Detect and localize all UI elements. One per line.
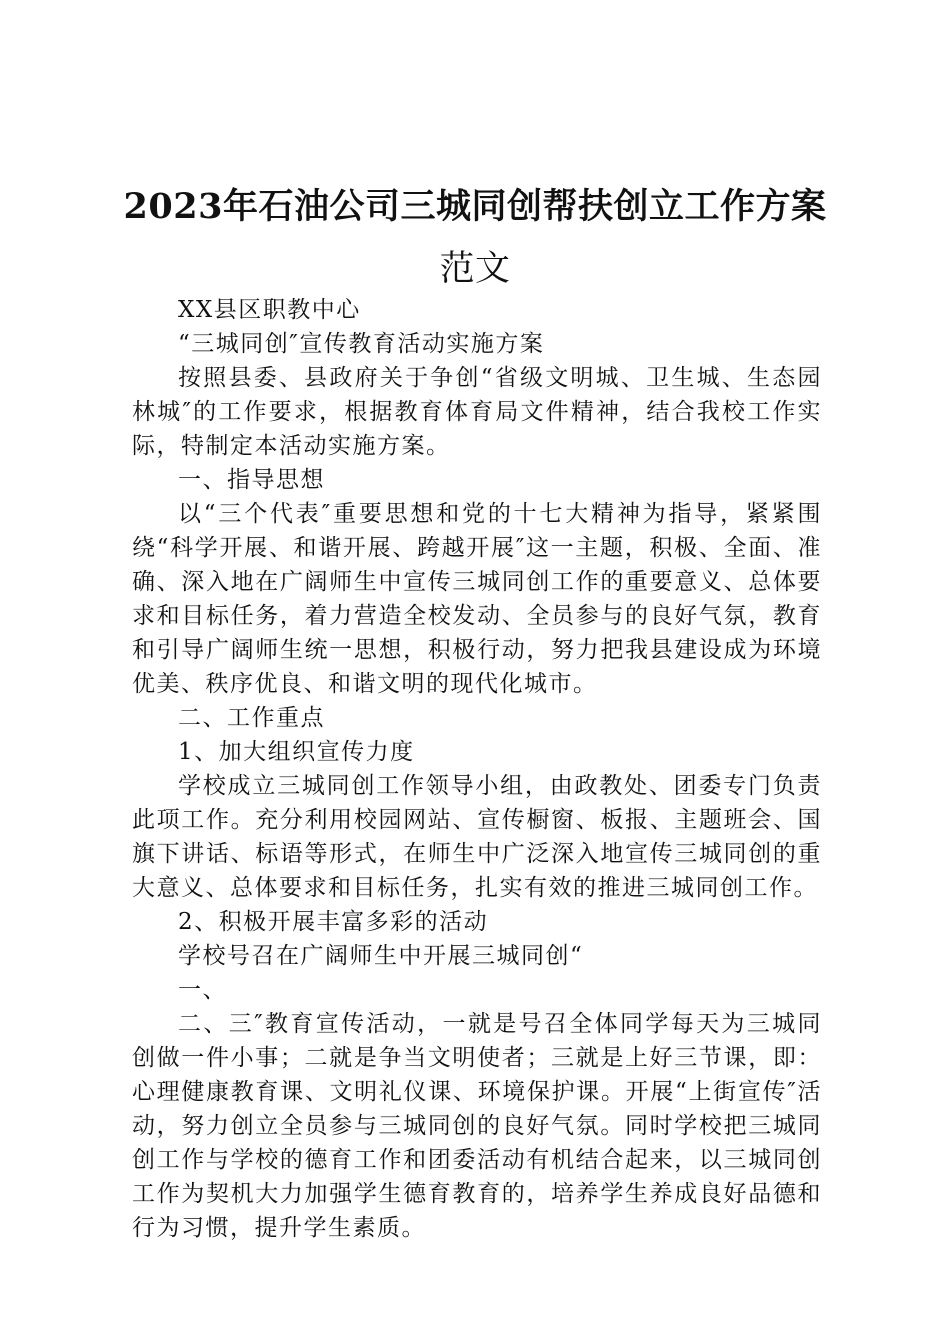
paragraph-9: 2、积极开展丰富多彩的活动 [178,909,489,935]
paragraph-11: 一、 [178,977,227,1003]
paragraph-3: 按照县委、县政府关于争创“省级文明城、卫生城、生态园林城″的工作要求，根据教育体育局文件精神，结合我校工作实际，特制定本活动实施方案。 [132,365,822,459]
paragraph-10: 学校号召在广阔师生中开展三城同创“ [178,943,584,969]
paragraph-8: 学校成立三城同创工作领导小组，由政教处、团委专门负责此项工作。充分利用校园网站、宣传橱窗、板报、主题班会、国旗下讲话、标语等形式，在师生中广泛深入地宣传三城同创的重大意义、总体要求和目标任务，扎实有效的推进三城同创工作。 [132,773,822,901]
paragraph-7: 1、加大组织宣传力度 [178,739,415,765]
paragraph-2: “三城同创″宣传教育活动实施方案 [178,331,545,357]
paragraph-1: XX县区职教中心 [178,297,361,323]
title-line-1: 2023年石油公司三城同创帮扶创立工作方案 [123,186,827,227]
document-body [132,293,822,1245]
document-title [100,176,850,300]
paragraph-4: 一、指导思想 [178,467,325,493]
paragraph-5: 以“三个代表″重要思想和党的十七大精神为指导，紧紧围绕“科学开展、和谐开展、跨越开展″这一主题，积极、全面、准确、深入地在广阔师生中宣传三城同创工作的重要意义、总体要求和目标任务，着力营造全校发动、全员参与的良好气氛，教育和引导广阔师生统一思想，积极行动，努力把我县建设成为环境优美、秩序优良、和谐文明的现代化城市。 [132,501,822,697]
title-line-2: 范文 [439,249,511,289]
paragraph-12: 二、三″教育宣传活动，一就是号召全体同学每天为三城同创做一件小事；二就是争当文明使者；三就是上好三节课，即：心理健康教育课、文明礼仪课、环境保护课。开展“上街宣传″活动，努力创立全员参与三城同创的良好气氛。同时学校把三城同创工作与学校的德育工作和团委活动有机结合起来，以三城同创工作为契机大力加强学生德育教育的，培养学生养成良好品德和行为习惯，提升学生素质。 [132,1011,822,1241]
paragraph-6: 二、工作重点 [178,705,325,731]
